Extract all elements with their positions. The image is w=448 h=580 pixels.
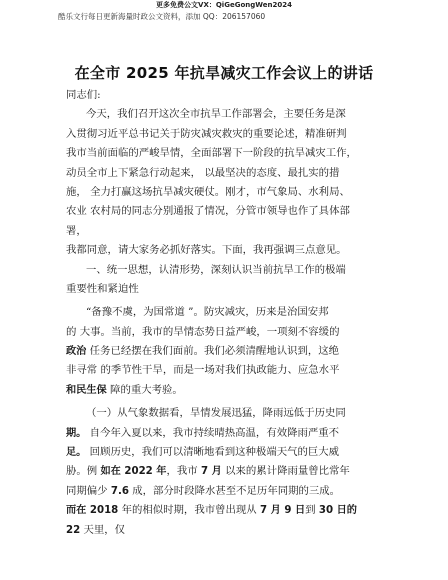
- text-run: 同期偏少: [66, 484, 111, 497]
- bold-term: 政治: [66, 346, 87, 358]
- bold-term: 和民生保: [66, 384, 107, 396]
- paragraph-line: [66, 462, 378, 481]
- salutation: 同志们:: [66, 89, 101, 101]
- paragraph-line: 农业 农村局的同志分别通报了情况，分管市领导也作了具体部: [66, 205, 350, 218]
- paragraph-line: 入贯彻习近平总书记关于防灾减灾救灾的重要论述，精准研判: [66, 127, 347, 140]
- paragraph-line: [66, 424, 378, 443]
- text-run: ，我市: [166, 465, 201, 478]
- text-run: 任务已经摆在我们面前。我们必须清醒地认识到，这绝: [86, 345, 340, 358]
- paragraph-line: 我市当前面临的严峻旱情，全面部署下一阶段的抗旱减灾工作，: [66, 147, 357, 160]
- promo-header-line: 更多免费公文VX：QiGeGongWen2024: [156, 1, 292, 9]
- text-run: 以来的累计降雨量曾比常年: [221, 465, 350, 478]
- text-run: 到: [305, 504, 319, 517]
- paragraph-line: 我都同意，请大家务必抓好落实。下面，我再强调三点意见。: [66, 244, 347, 257]
- paragraph-intro: [66, 105, 378, 260]
- bold-term: 期。: [66, 427, 87, 439]
- text-run: 障的重大考验。: [106, 383, 183, 396]
- bold-term: 而在 2018: [66, 505, 119, 517]
- heading-line: 一、统一思想，认清形势，深刻认识当前抗旱工作的极端: [86, 263, 346, 276]
- bold-term: 如在 2022 年: [100, 466, 167, 478]
- promo-subheader-line: 酷乐文行每日更新海量时政公文资料，添加 QQ：206157060: [58, 12, 266, 21]
- paragraph-weather-data: [66, 404, 378, 540]
- paragraph-line: [66, 501, 378, 520]
- text-run: 年的相似时期，我市曾出现从: [118, 504, 260, 517]
- paragraph-line: [66, 381, 378, 400]
- paragraph-line: （一）从气象数据看，旱情发展迅猛，降雨远低于历史同: [86, 407, 346, 420]
- bold-term: 7 月 9 日: [259, 505, 306, 517]
- paragraph-line: [66, 342, 378, 361]
- text-run: 回顾历史，我们可以清晰地看到这种极端天气的巨大威: [86, 446, 340, 459]
- paragraph-situation: [66, 303, 378, 400]
- bold-term: 7 月: [200, 466, 222, 478]
- section-1-heading: [66, 261, 378, 300]
- bold-term: 30 日的: [318, 505, 357, 517]
- paragraph-line: 署，: [66, 224, 87, 237]
- text-run: 成，部分时段降水甚至不足历年同期的三成。: [128, 484, 341, 497]
- text-run: 天里，仅: [80, 523, 126, 536]
- document-title: 在全市 2025 年抗旱减灾工作会议上的讲话: [74, 64, 374, 82]
- paragraph-line: 施， 全力打赢这场抗旱减灾硬仗。刚才，市气象局、水利局、: [66, 185, 350, 198]
- heading-line: 重要性和紧迫性: [66, 282, 139, 295]
- paragraph-line: [66, 443, 378, 462]
- paragraph-line: [66, 482, 378, 501]
- text-run: 胁。例: [66, 465, 101, 478]
- document-body: [66, 86, 378, 540]
- text-run: 自今年入夏以来，我市持续晴热高温，有效降雨严重不: [86, 426, 340, 439]
- bold-term: 足。: [66, 447, 87, 459]
- bold-term: 22: [66, 524, 81, 536]
- paragraph-line: 非寻常 的季节性干旱，而是一场对我们执政能力、应急水平: [66, 364, 340, 377]
- bold-term: 7.6: [110, 485, 129, 497]
- paragraph-line: “备豫不虞，为国常道 ”。防灾减灾，历来是治国安邦: [86, 306, 329, 319]
- paragraph-line: 今天，我们召开这次全市抗旱工作部署会，主要任务是深: [86, 108, 346, 121]
- paragraph-line: [66, 521, 378, 540]
- paragraph-line: 动员全市上下紧急行动起来， 以最坚决的态度、最扎实的措: [66, 166, 340, 179]
- paragraph-line: 的 大事。当前，我市的旱情态势日益严峻，一项刻不容缓的: [66, 325, 340, 338]
